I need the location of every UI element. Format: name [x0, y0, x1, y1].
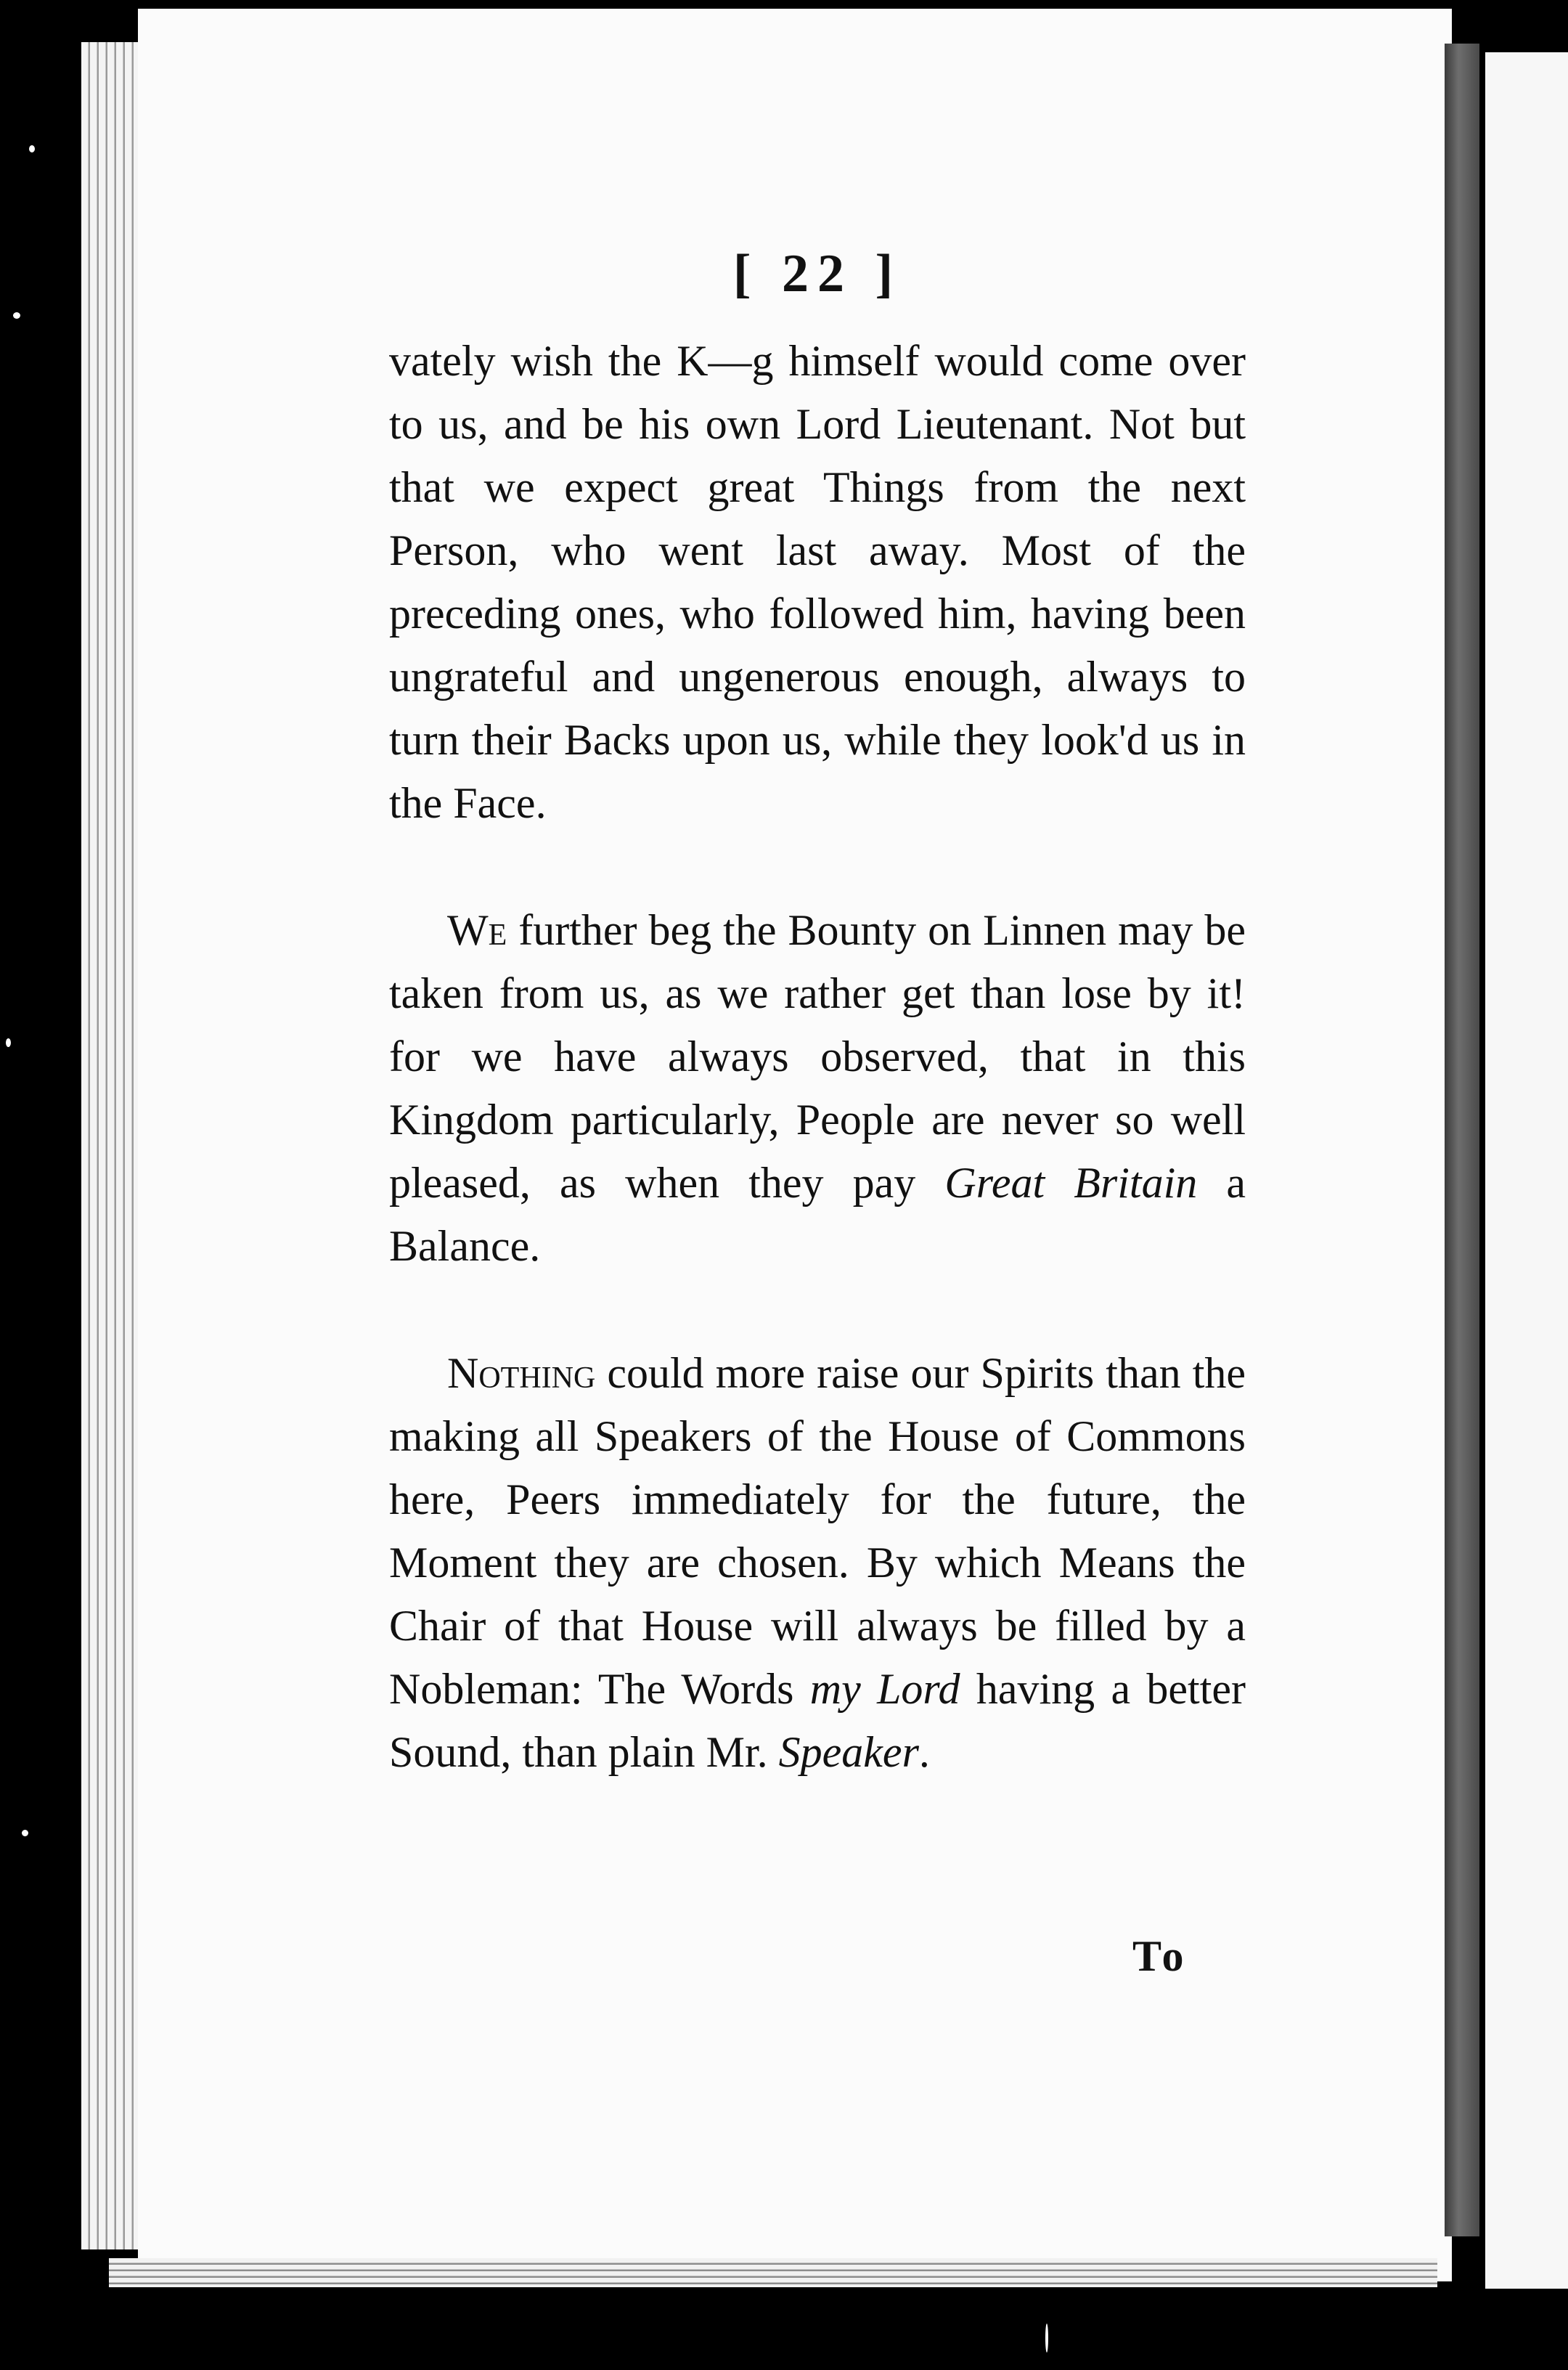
text-segment: We [447, 906, 507, 954]
facing-page-edge [1485, 52, 1568, 2289]
scan-speck [6, 1038, 11, 1047]
scan-speck [29, 145, 35, 152]
body-text [389, 330, 1246, 1784]
text-segment: my Lord [809, 1665, 960, 1713]
text-block [389, 244, 1246, 1784]
scan-speck [13, 312, 20, 319]
text-segment: vately wish the K—g himself would come over to us, and be his own Lord Lieutenant. Not but that we expect great Things from the next Person, who went last away. Most of the preceding ones, who followed him, having been ungrateful and ungenerous enough, always to turn their Backs upon us, while they look'd us in the Face. [389, 337, 1246, 827]
text-segment: Speaker [778, 1728, 919, 1776]
text-segment: having a better Sound, than plain Mr. [389, 1665, 1246, 1776]
scan-speck [1045, 2324, 1048, 2353]
text-segment: could more raise our Spirits than the making all Speakers of the House of Commons here, Peers immediately for the future, the Moment they are chosen. By which Means the Chair of that House will always be filled by a Nobleman: The Words [389, 1349, 1246, 1713]
page-number: [ 22 ] [732, 244, 902, 304]
paragraph [389, 1342, 1246, 1784]
paragraph [389, 899, 1246, 1278]
text-segment: a Balance. [389, 1159, 1246, 1270]
text-segment: further beg the Bounty on Linnen may be taken from us, as we rather get than lose by it! for we have always observed, that in this Kingdom particularly, People are never so well pleased, as when they pay [389, 906, 1246, 1207]
text-segment: Nothing [447, 1349, 596, 1397]
paragraph [389, 330, 1246, 835]
scan-speck [22, 1830, 28, 1836]
binding-gutter [1445, 44, 1479, 2236]
text-segment: Great Britain [944, 1159, 1198, 1207]
text-segment: . [918, 1728, 930, 1776]
page-edges-bottom [109, 2258, 1437, 2287]
catchword: To [1132, 1932, 1188, 1980]
